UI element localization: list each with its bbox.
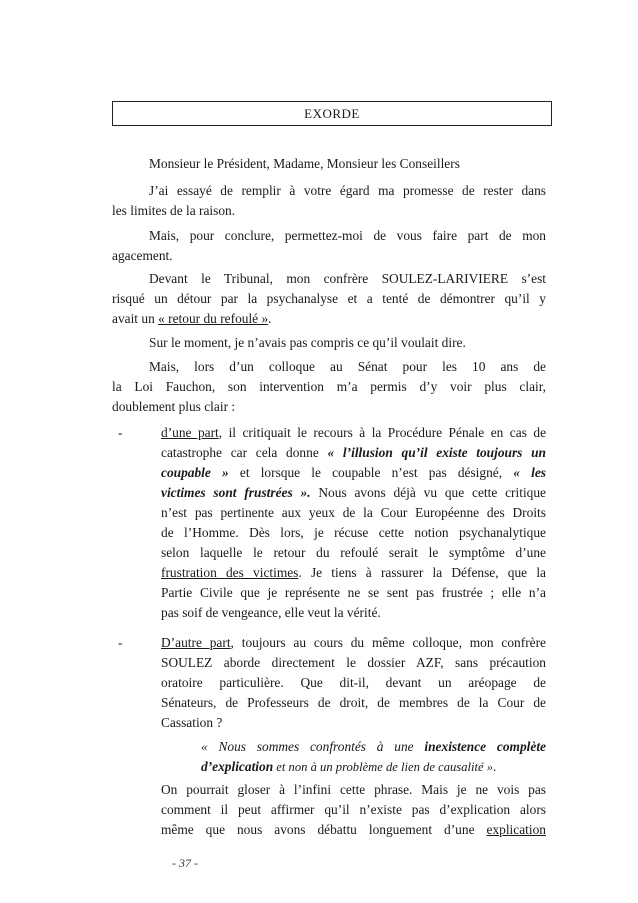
- italic-quote: « Nous sommes confrontés à une: [201, 739, 425, 754]
- text-run: .: [493, 759, 497, 774]
- underlined-text: D’autre part: [161, 635, 231, 650]
- list-item-line: SOULEZ aborde directement le dossier AZF, sans précaution: [161, 655, 546, 670]
- list-item-line: n’est pas pertinente aux yeux de la Cour Européenne des Droits: [161, 505, 546, 520]
- paragraph-line: J’ai essayé de remplir à votre égard ma promesse de rester dans: [149, 183, 546, 198]
- underlined-quote: « retour du refoulé »: [158, 311, 269, 326]
- paragraph-line: agacement.: [112, 248, 173, 263]
- list-item-line: [161, 463, 546, 483]
- paragraph-line: Sur le moment, je n’avais pas compris ce qu’il voulait dire.: [149, 335, 466, 350]
- block-quote-line: [201, 757, 546, 777]
- section-title-box: [112, 101, 552, 126]
- list-bullet: -: [118, 635, 123, 650]
- list-item-line: Cassation ?: [161, 715, 223, 730]
- block-quote-line: [201, 737, 546, 757]
- list-item-line: selon laquelle le retour du refoulé serait le symptôme d’une: [161, 545, 546, 560]
- text-run: catastrophe car cela donne: [161, 445, 328, 460]
- underlined-text: d’une part: [161, 425, 219, 440]
- list-item-line: [161, 483, 546, 503]
- paragraph-salutation: Monsieur le Président, Madame, Monsieur les Conseillers: [149, 156, 460, 171]
- section-title: EXORDE: [304, 106, 360, 121]
- underlined-text: frustration des victimes: [161, 565, 299, 580]
- emphasis-quote: « les: [513, 465, 546, 480]
- emphasis-quote: d’explication: [201, 759, 274, 774]
- text-run: , toujours au cours du même colloque, mon confrère: [230, 635, 546, 650]
- emphasis-quote: coupable »: [161, 465, 229, 480]
- paragraph-line: Mais, lors d’un colloque au Sénat pour les 10 ans de: [149, 359, 546, 374]
- paragraph-line: Mais, pour conclure, permettez-moi de vous faire part de mon: [149, 228, 546, 243]
- paragraph-line: [112, 309, 546, 329]
- paragraph-line: la Loi Fauchon, son intervention m’a permis d’y voir plus clair,: [112, 379, 546, 394]
- list-item-line: oratoire particulière. Que dit-il, devant un aréopage de: [161, 675, 546, 690]
- paragraph-line: doublement plus clair :: [112, 399, 236, 414]
- page-number: - 37 -: [172, 856, 198, 870]
- list-item-line: [161, 633, 546, 653]
- emphasis-quote: inexistence complète: [424, 739, 546, 754]
- text-run: . Je tiens à rassurer la Défense, que la: [298, 565, 546, 580]
- list-item-line: de l’Homme. Dès lors, je récuse cette notion psychanalytique: [161, 525, 546, 540]
- text-run: avait un: [112, 311, 159, 326]
- list-item-line: [161, 563, 546, 583]
- text-run: .: [268, 311, 272, 326]
- list-item-line: [161, 820, 546, 840]
- text-run: , il critiquait le recours à la Procédure Pénale en cas de: [218, 425, 546, 440]
- list-item-line: comment il peut affirmer qu’il n’existe pas d’explication alors: [161, 802, 546, 817]
- emphasis-quote: « l’illusion qu’il existe toujours un: [327, 445, 546, 460]
- text-run: et lorsque le coupable n’est pas désigné,: [228, 465, 514, 480]
- emphasis-quote: victimes sont frustrées ».: [161, 485, 311, 500]
- paragraph-line: les limites de la raison.: [112, 203, 236, 218]
- text-run: Nous avons déjà vu que cette critique: [310, 485, 546, 500]
- text-run: même que nous avons débattu longuement d’une: [161, 822, 487, 837]
- underlined-text: explication: [486, 822, 546, 837]
- list-item-line: Partie Civile que je représente ne se sent pas frustrée ; elle n’a: [161, 585, 546, 600]
- list-bullet: -: [118, 425, 123, 440]
- paragraph-line: Devant le Tribunal, mon confrère SOULEZ-LARIVIERE s’est: [149, 271, 546, 286]
- list-item-line: [161, 443, 546, 463]
- list-item-line: On pourrait gloser à l’infini cette phrase. Mais je ne vois pas: [161, 782, 546, 797]
- list-item-line: pas soif de vengeance, elle veut la vérité.: [161, 605, 381, 620]
- list-item-line: Sénateurs, de Professeurs de droit, de membres de la Cour de: [161, 695, 546, 710]
- list-item-line: [161, 423, 546, 443]
- italic-quote: et non à un problème de lien de causalité »: [273, 760, 494, 774]
- paragraph-line: risqué un détour par la psychanalyse et a tenté de démontrer qu’il y: [112, 291, 546, 306]
